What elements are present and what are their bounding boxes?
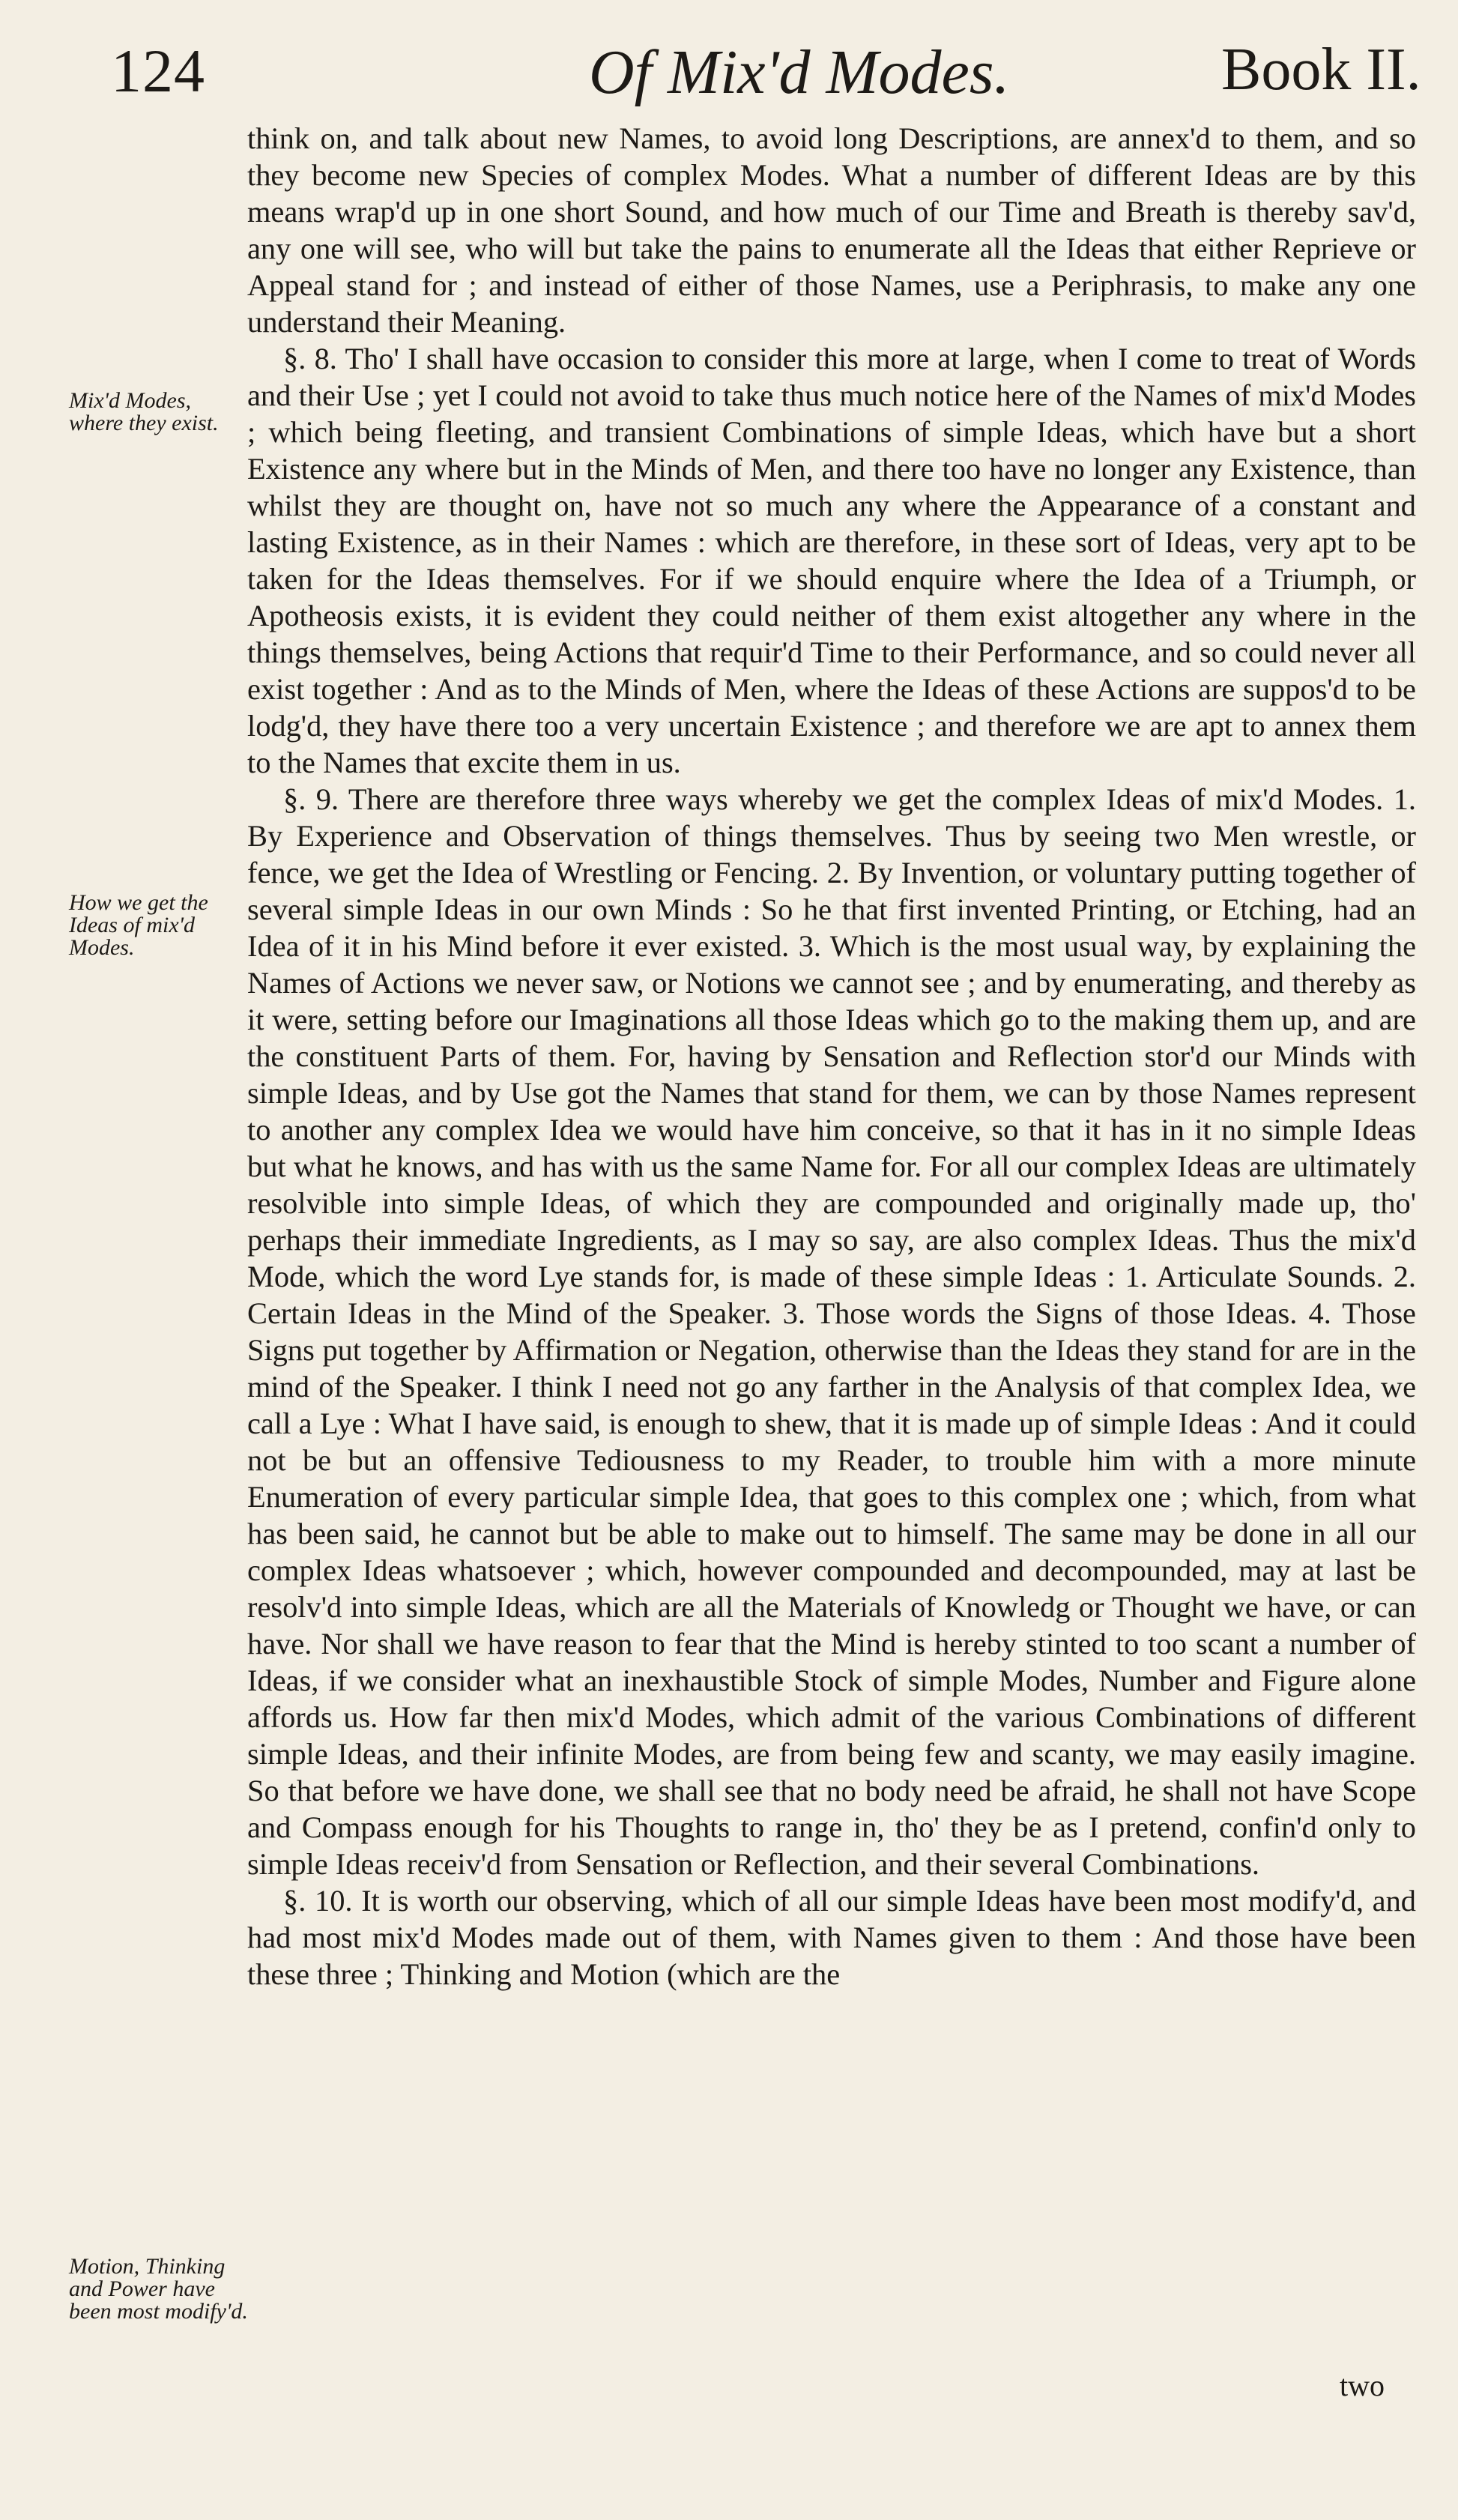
- page-header: [0, 28, 1458, 118]
- paragraph-section-8: §. 8. Tho' I shall have occasion to consider this more at large, when I come to treat of Words and their Use ; yet I could not avoid to take thus much notice here of the Names of mix'd Modes ; which being fleeting, and transient Combinations of simple Ideas, which have but a short Existence any where but in the Minds of Men, and there too have no longer any Existence, than whilst they are thought on, have not so much any where the Appearance of a constant and lasting Existence, as in their Names : which are therefore, in these sort of Ideas, very apt to be taken for the Ideas themselves. For if we should enquire where the Idea of a Triumph, or Apotheosis exists, it is evident they could neither of them exist altogether any where in the things themselves, being Actions that requir'd Time to their Performance, and so could never all exist together : And as to the Minds of Men, where the Ideas of these Actions are suppos'd to be lodg'd, they have there too a very uncertain Existence ; and therefore we are apt to annex them to the Names that excite them in us.: [247, 342, 1416, 779]
- page-number: 124: [111, 37, 205, 105]
- running-title: Of Mix'd Modes.: [589, 37, 1010, 107]
- margin-note-how-we-get-ideas: How we get the Ideas of mix'd Modes.: [69, 890, 208, 960]
- paragraph-continuation: think on, and talk about new Names, to avoid long Descriptions, are annex'd to them, and so they become new Species of complex Modes. What a number of different Ideas are by this means wrap'd up in one short Sound, and how much of our Time and Breath is thereby sav'd, any one will see, who will but take the pains to enumerate all the Ideas that either Reprieve or Appeal stand for ; and instead of either of those Names, use a Periphrasis, to make any one understand their Meaning.: [247, 121, 1416, 339]
- body-text: [247, 120, 1416, 1992]
- margin-note-motion-thinking-power: Motion, Thinking and Power have been most modify'd.: [69, 2254, 248, 2324]
- paragraph-section-9: §. 9. There are therefore three ways whereby we get the complex Ideas of mix'd Modes. 1. By Experience and Observation of things themselves. Thus by seeing two Men wrestle, or fence, we get the Idea of Wrestling or Fencing. 2. By Invention, or voluntary putting together of several simple Ideas in our own Minds : So he that first invented Printing, or Etching, had an Idea of it in his Mind before it ever existed. 3. Which is the most usual way, by explaining the Names of Actions we never saw, or Notions we cannot see ; and by enumerating, and thereby as it were, setting before our Imaginations all those Ideas which go to the making them up, and are the constituent Parts of them. For, having by Sensation and Reflection stor'd our Minds with simple Ideas, and by Use got the Names that stand for them, we can by those Names represent to another any complex Idea we would have him conceive, so that it has in it no simple Ideas but what he knows, and has with us the same Name for. For all our complex Ideas are ultimately resolvible into simple Ideas, of which they are compounded and originally made up, tho' perhaps their immediate Ingredients, as I may so say, are also complex Ideas. Thus the mix'd Mode, which the word Lye stands for, is made of these simple Ideas : 1. Articulate Sounds. 2. Certain Ideas in the Mind of the Speaker. 3. Those words the Signs of those Ideas. 4. Those Signs put together by Affirmation or Negation, otherwise than the Ideas they stand for are in the mind of the Speaker. I think I need not go any farther in the Analysis of that complex Idea, we call a Lye : What I have said, is enough to shew, that it is made up of simple Ideas : And it could not be but an offensive Tediousness to my Reader, to trouble him with a more minute Enumeration of every particular simple Idea, that goes to this complex one ; which, from what has been said, he cannot but be able to make out to himself. The same may be done in all our complex Ideas whatsoever ; which, however compounded and decompounded, may at last be resolv'd into simple Ideas, which are all the Materials of Knowledg or Thought we have, or can have. Nor shall we have reason to fear that the Mind is hereby stinted to too scant a number of Ideas, if we consider what an inexhaustible Stock of simple Modes, Number and Figure alone affords us. How far then mix'd Modes, which admit of the various Combinations of different simple Ideas, and their infinite Modes, are from being few and scanty, we may easily imagine. So that before we have done, we shall see that no body need be afraid, he shall not have Scope and Compass enough for his Thoughts to range in, tho' they be as I pretend, confin'd only to simple Ideas receiv'd from Sensation or Reflection, and their several Combinations.: [247, 782, 1416, 1881]
- book-label: Book II.: [1221, 37, 1421, 103]
- margin-note-mixd-modes-exist: Mix'd Modes, where they exist.: [69, 388, 219, 435]
- paragraph-section-10: §. 10. It is worth our observing, which of all our simple Ideas have been most modify'd, and had most mix'd Modes made out of them, with Names given to them : And those have been these three ; Thinking and Motion (which are the: [247, 1884, 1416, 1991]
- catchword: two: [1340, 2369, 1385, 2402]
